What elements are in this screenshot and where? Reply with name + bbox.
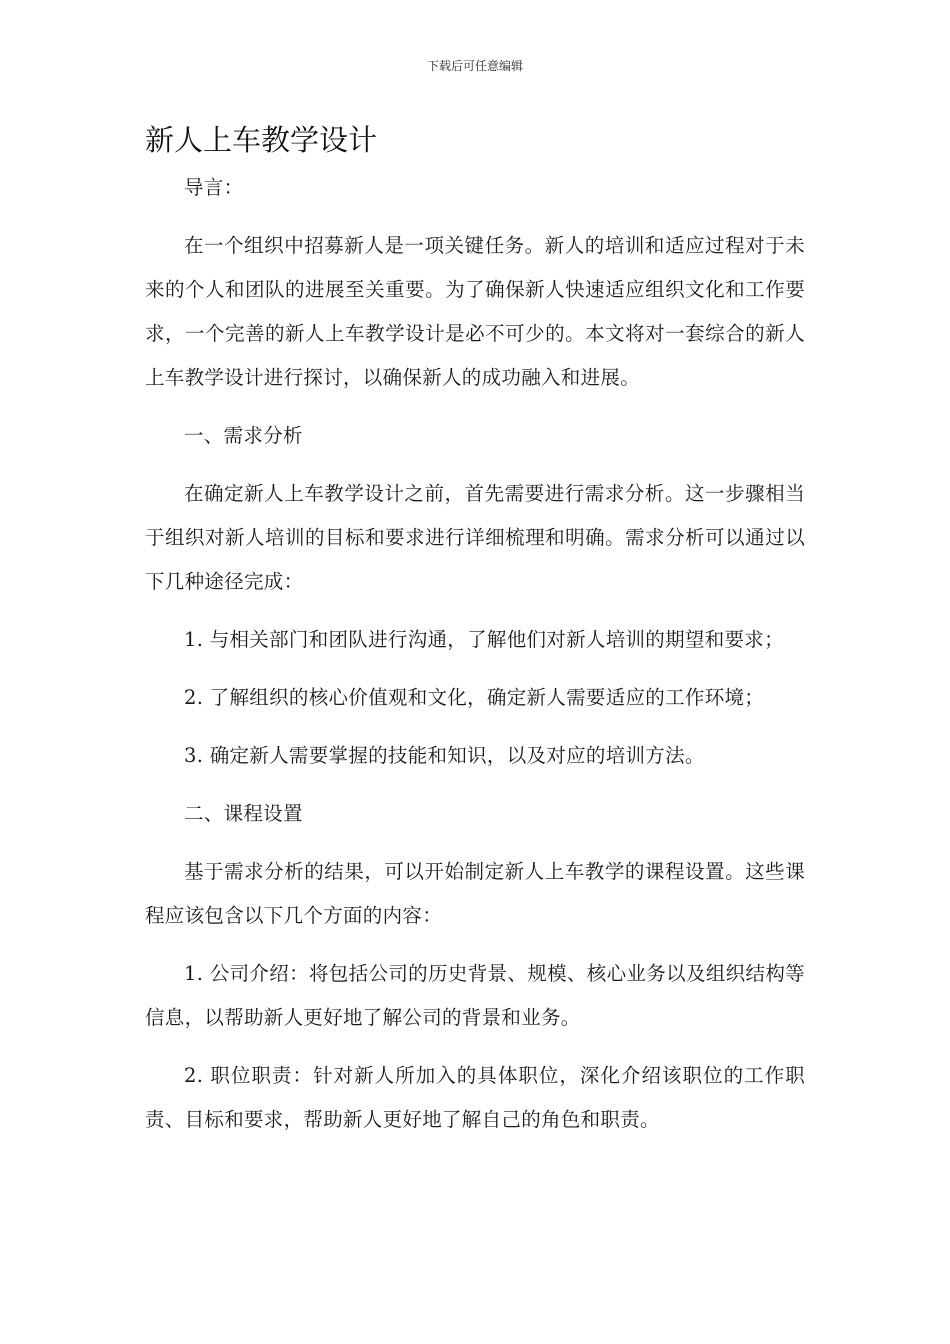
list-item: 1. 与相关部门和团队进行沟通，了解他们对新人培训的期望和要求； [184,628,784,651]
header-note: 下载后可任意编辑 [426,59,523,73]
course-setup-paragraph: 基于需求分析的结果，可以开始制定新人上车教学的课程设置。这些课程应该包含以下几个方面的内容： [145,860,805,927]
list-item: 1. 公司介绍：将包括公司的历史背景、规模、核心业务以及组织结构等信息，以帮助新人更好地了解公司的背景和业务。 [145,962,805,1029]
section-heading-course-setup: 二、课程设置 [184,802,303,825]
intro-heading: 导言： [184,176,244,199]
list-item: 3. 确定新人需要掌握的技能和知识，以及对应的培训方法。 [184,744,705,767]
list-item: 2. 职位职责：针对新人所加入的具体职位，深化介绍该职位的工作职责、目标和要求，帮助新人更好地了解自己的角色和职责。 [145,1064,805,1131]
section-heading-needs-analysis: 一、需求分析 [184,424,303,447]
document-body [145,166,805,1156]
needs-analysis-paragraph: 在确定新人上车教学设计之前，首先需要进行需求分析。这一步骤相当于组织对新人培训的目标和要求进行详细梳理和明确。需求分析可以通过以下几种途径完成： [145,482,805,593]
intro-paragraph: 在一个组织中招募新人是一项关键任务。新人的培训和适应过程对于未来的个人和团队的进展至关重要。为了确保新人快速适应组织文化和工作要求，一个完善的新人上车教学设计是必不可少的。本文将对一套综合的新人上车教学设计进行探讨，以确保新人的成功融入和进展。 [145,234,805,389]
list-item: 2. 了解组织的核心价值观和文化，确定新人需要适应的工作环境； [184,686,765,709]
document-title: 新人上车教学设计 [145,123,378,157]
